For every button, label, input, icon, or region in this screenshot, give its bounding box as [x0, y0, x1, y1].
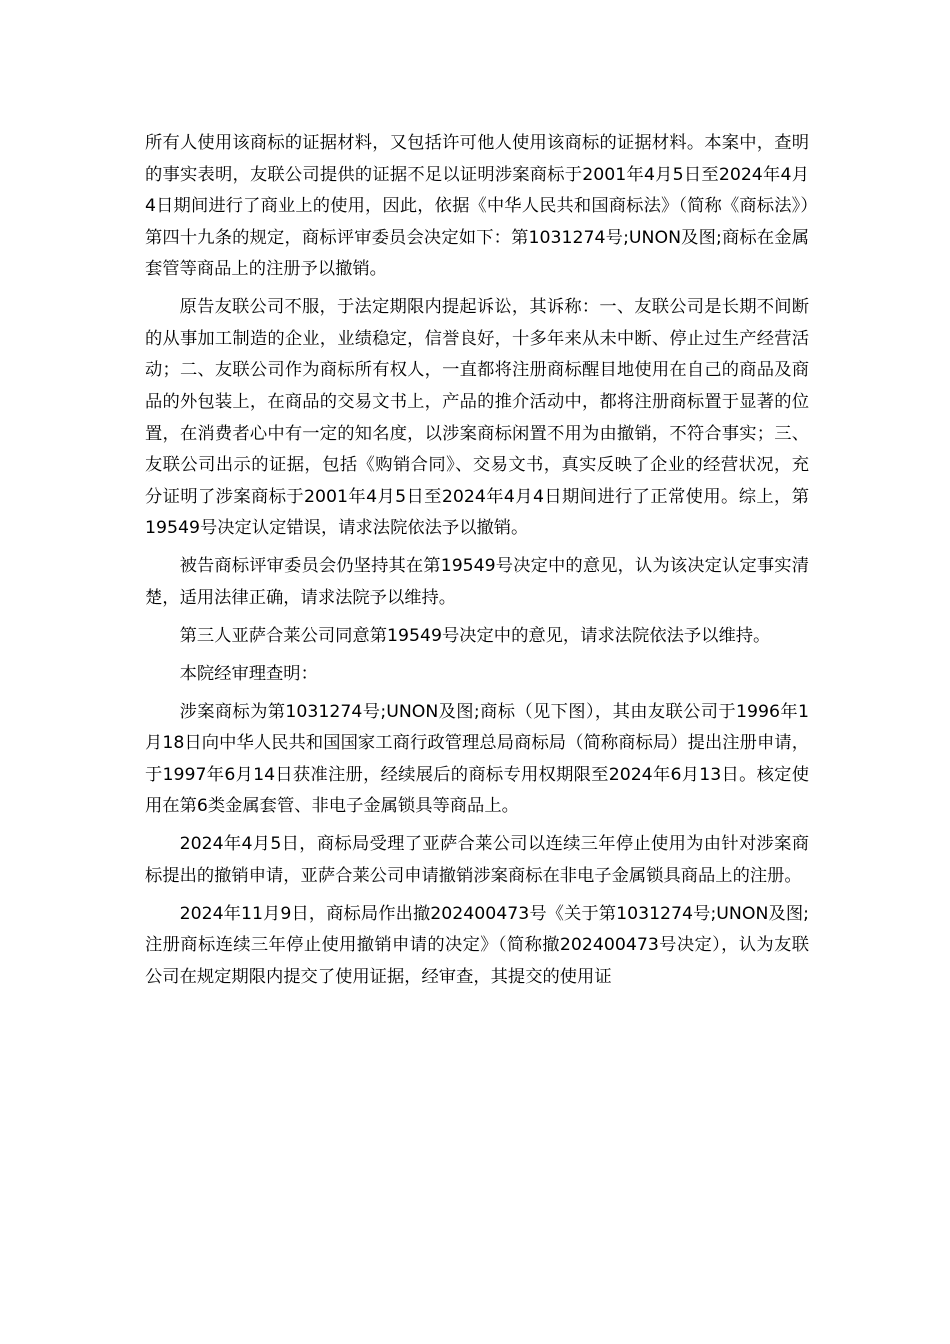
paragraph-defendant-opinion: 被告商标评审委员会仍坚持其在第19549号决定中的意见，认为该决定认定事实清楚，适用法律正确，请求法院予以维持。 — [145, 556, 809, 608]
paragraph-plaintiff-claim: 原告友联公司不服，于法定期限内提起诉讼，其诉称：一、友联公司是长期不间断的从事加工制造的企业，业绩稳定，信誉良好，十多年来从未中断、停止过生产经营活动；二、友联公司作为商标所有权人，一直都将注册商标醒目地使用在自己的商品及商品的外包装上，在商品的交易文书上，产品的推介活动中，都将注册商标置于显著的位置，在消费者心中有一定的知名度，以涉案商标闲置不用为由撤销，不符合事实；三、友联公司出示的证据，包括《购销合同》、交易文书，真实反映了企业的经营状况，充分证明了涉案商标于2001年4月5日至2024年4月4日期间进行了正常使用。综上，第19549号决定认定错误，请求法院依法予以撤销。 — [145, 297, 809, 539]
paragraph-third-party-opinion: 第三人亚萨合莱公司同意第19549号决定中的意见，请求法院依法予以维持。 — [179, 625, 771, 646]
paragraph-court-findings-heading: 本院经审理查明： — [179, 663, 318, 684]
paragraph-revocation-application: 2024年4月5日，商标局受理了亚萨合莱公司以连续三年停止使用为由针对涉案商标提出的撤销申请，亚萨合莱公司申请撤销涉案商标在非电子金属锁具商品上的注册。 — [145, 834, 809, 886]
paragraph-trademark-office-decision: 2024年11月9日，商标局作出撤202400473号《关于第1031274号;UNON及图;注册商标连续三年停止使用撤销申请的决定》（简称撤202400473号决定），认为友联公司在规定期限内提交了使用证据，经审查，其提交的使用证 — [145, 903, 809, 987]
paragraph-trademark-registration: 涉案商标为第1031274号;UNON及图;商标（见下图），其由友联公司于1996年1月18日向中华人民共和国国家工商行政管理总局商标局（简称商标局）提出注册申请，于1997年6月14日获准注册，经续展后的商标专用权期限至2024年6月13日。核定使用在第6类金属套管、非电子金属锁具等商品上。 — [145, 701, 809, 817]
document-body — [145, 128, 809, 994]
paragraph-continuation: 所有人使用该商标的证据材料，又包括许可他人使用该商标的证据材料。本案中，查明的事实表明，友联公司提供的证据不足以证明涉案商标于2001年4月5日至2024年4月4日期间进行了商业上的使用，因此，依据《中华人民共和国商标法》（简称《商标法》）第四十九条的规定，商标评审委员会决定如下：第1031274号;UNON及图;商标在金属套管等商品上的注册予以撤销。 — [145, 133, 809, 280]
